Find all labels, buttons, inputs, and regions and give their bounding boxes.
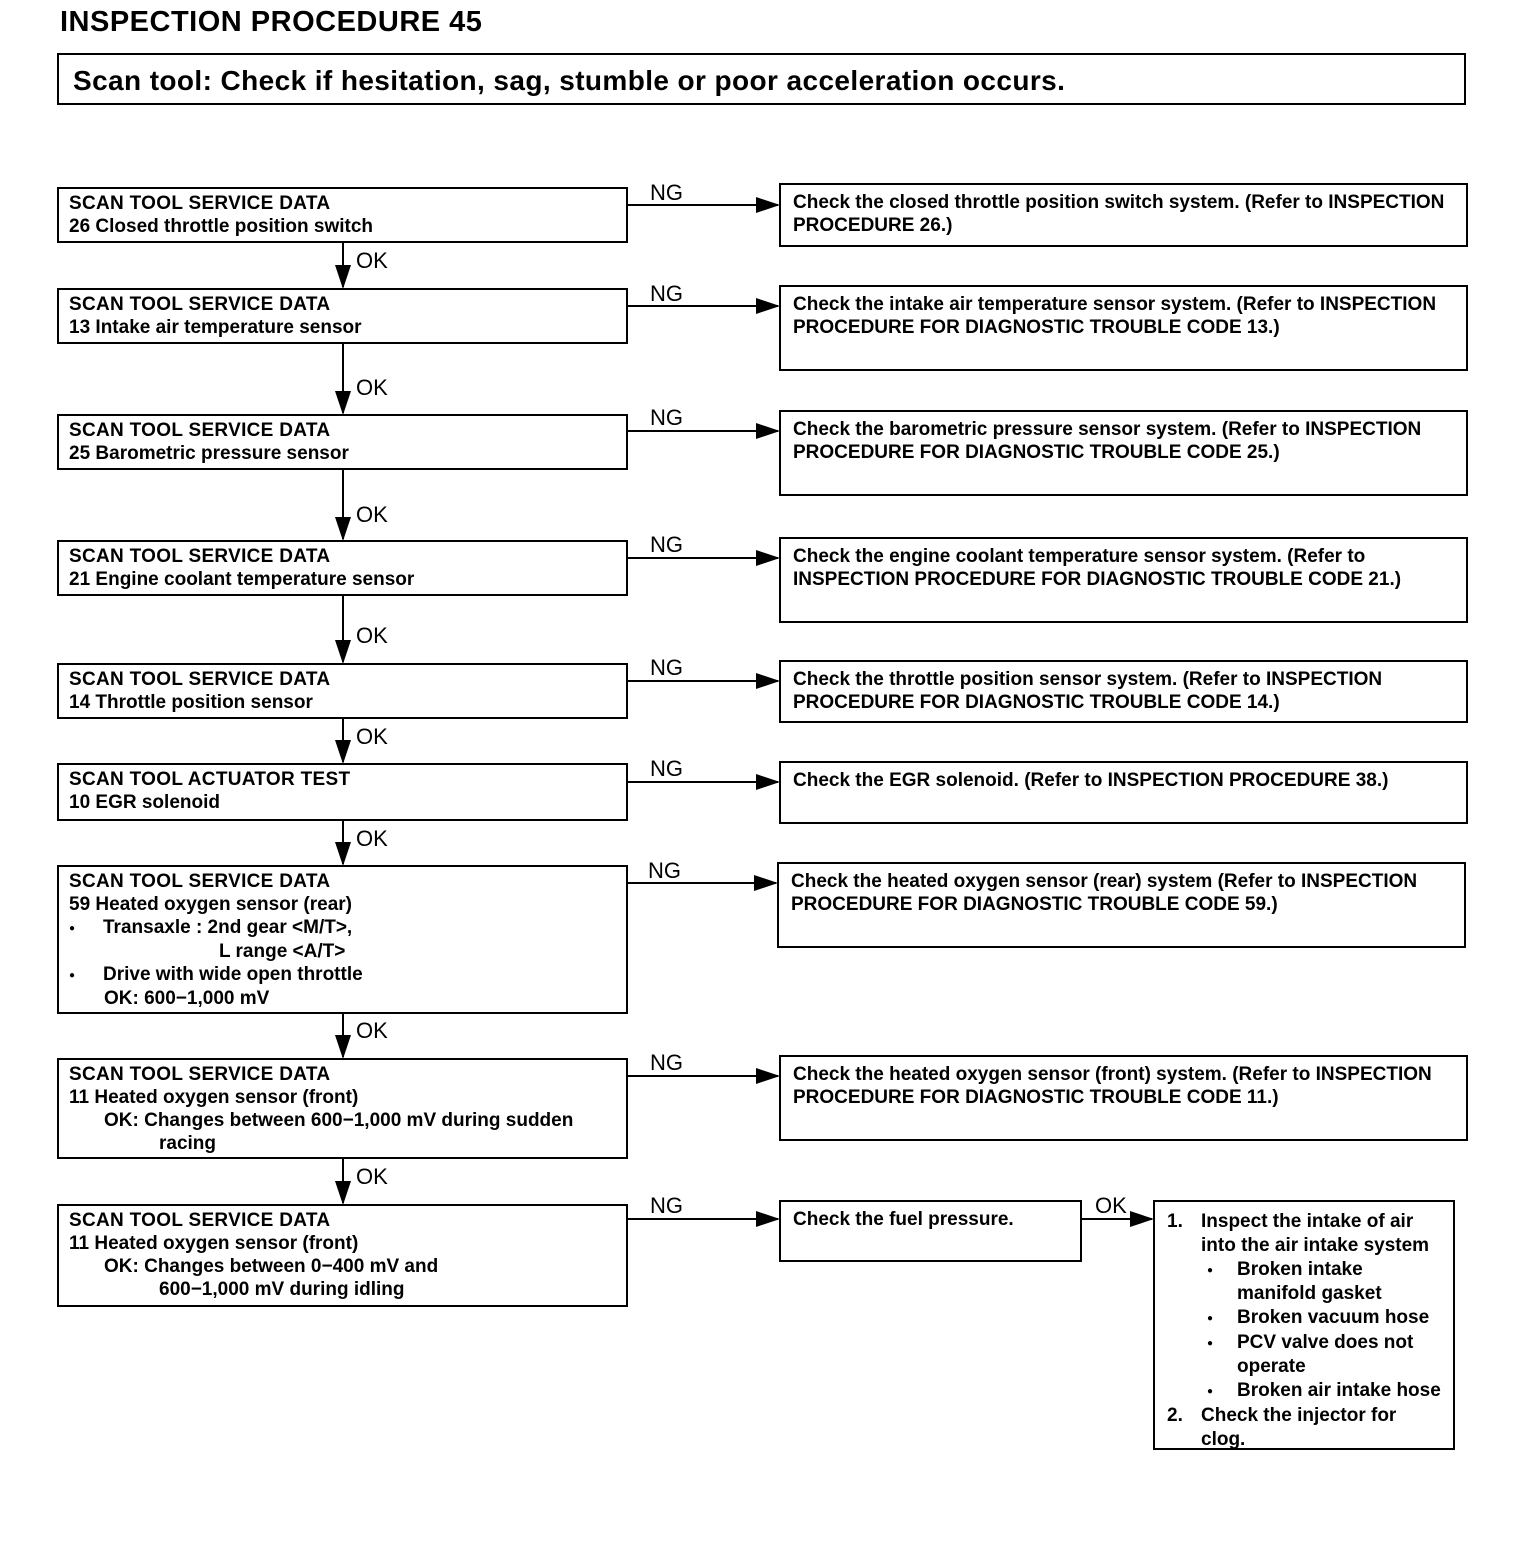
step-heading: SCAN TOOL SERVICE DATA (69, 193, 331, 214)
step-heading: SCAN TOOL SERVICE DATA (69, 420, 331, 441)
step-heading: SCAN TOOL ACTUATOR TEST (69, 769, 351, 790)
ok-label-8: OK (356, 1164, 388, 1189)
step-box-5 (57, 663, 628, 719)
step-box-8 (57, 1058, 628, 1159)
step-heading: SCAN TOOL SERVICE DATA (69, 871, 331, 892)
result-box-5: Check the throttle position sensor system. (Refer to INSPECTION PROCEDURE FOR DIAGNOSTIC TROUBLE CODE 14.) (779, 660, 1468, 723)
result-box-1: Check the closed throttle position switch system. (Refer to INSPECTION PROCEDURE 26.) (779, 183, 1468, 247)
step-ok-criteria: OK: Changes between 0−400 mV and (104, 1256, 439, 1277)
step-line: 26 Closed throttle position switch (69, 216, 374, 237)
procedure-subtitle: Scan tool: Check if hesitation, sag, stumble or poor acceleration occurs. (57, 53, 1466, 105)
list-number: 1. (1167, 1211, 1183, 1232)
step-box-3 (57, 414, 628, 470)
step-box-1 (57, 187, 628, 243)
ok-label-3: OK (356, 502, 388, 527)
result-box-3: Check the barometric pressure sensor system. (Refer to INSPECTION PROCEDURE FOR DIAGNOSTIC TROUBLE CODE 25.) (779, 410, 1468, 496)
step-box-4 (57, 540, 628, 596)
step-bullet: ● Drive with wide open throttle (69, 963, 616, 987)
ng-label-1: NG (650, 180, 683, 205)
final-item-1 (1167, 1210, 1441, 1258)
result-box-2: Check the intake air temperature sensor system. (Refer to INSPECTION PROCEDURE FOR DIAGNOSTIC TROUBLE CODE 13.) (779, 285, 1468, 371)
step-heading: SCAN TOOL SERVICE DATA (69, 1064, 331, 1085)
step-line: racing (159, 1133, 217, 1154)
step-box-7 (57, 865, 628, 1014)
final-item-2 (1167, 1404, 1441, 1450)
step-line: 59 Heated oxygen sensor (rear) (69, 894, 353, 915)
result-box-7: Check the heated oxygen sensor (rear) system (Refer to INSPECTION PROCEDURE FOR DIAGNOSTIC TROUBLE CODE 59.) (777, 862, 1466, 948)
final-action-box (1153, 1200, 1455, 1450)
ok-label-final: OK (1095, 1193, 1127, 1218)
ng-label-5: NG (650, 655, 683, 680)
result-box-8: Check the heated oxygen sensor (front) system. (Refer to INSPECTION PROCEDURE FOR DIAGNOSTIC TROUBLE CODE 11.) (779, 1055, 1468, 1141)
ok-label-1: OK (356, 248, 388, 273)
bullet-icon (1201, 1258, 1237, 1306)
final-bullet-text: Broken intake manifold gasket (1237, 1259, 1382, 1304)
ng-label-3: NG (650, 405, 683, 430)
result-box-6: Check the EGR solenoid. (Refer to INSPECTION PROCEDURE 38.) (779, 761, 1468, 824)
step-heading: SCAN TOOL SERVICE DATA (69, 1210, 331, 1231)
step-heading: SCAN TOOL SERVICE DATA (69, 669, 331, 690)
final-bullet (1167, 1258, 1441, 1306)
step-box-9 (57, 1204, 628, 1307)
final-bullet-text: Broken air intake hose (1237, 1380, 1441, 1401)
step-heading: SCAN TOOL SERVICE DATA (69, 294, 331, 315)
step-heading: SCAN TOOL SERVICE DATA (69, 546, 331, 567)
step-line: 11 Heated oxygen sensor (front) (69, 1087, 359, 1108)
final-bullet (1167, 1331, 1441, 1379)
ng-label-2: NG (650, 281, 683, 306)
result-box-4: Check the engine coolant temperature sensor system. (Refer to INSPECTION PROCEDURE FOR DIAGNOSTIC TROUBLE CODE 21.) (779, 537, 1468, 623)
step-line: 21 Engine coolant temperature sensor (69, 569, 415, 590)
ng-label-7: NG (648, 858, 681, 883)
final-item-2-text: Check the injector for clog. (1201, 1405, 1397, 1450)
step-box-6 (57, 763, 628, 821)
final-bullet-text: Broken vacuum hose (1237, 1307, 1430, 1328)
page-title: INSPECTION PROCEDURE 45 (60, 6, 483, 38)
ng-label-6: NG (650, 756, 683, 781)
ok-label-7: OK (356, 1018, 388, 1043)
step-bullet: ● Transaxle : 2nd gear <M/T>, (69, 916, 616, 940)
final-bullet (1167, 1306, 1441, 1331)
ng-label-4: NG (650, 532, 683, 557)
step-line: 10 EGR solenoid (69, 792, 220, 813)
ok-label-6: OK (356, 826, 388, 851)
step-line: 13 Intake air temperature sensor (69, 317, 362, 338)
step-line: 600−1,000 mV during idling (159, 1279, 405, 1300)
final-bullet (1167, 1379, 1441, 1404)
ng-label-8: NG (650, 1050, 683, 1075)
step-ok-criteria: OK: 600−1,000 mV (104, 988, 270, 1009)
result-box-fuel-pressure: Check the fuel pressure. (779, 1200, 1082, 1262)
bullet-icon (1201, 1331, 1237, 1379)
ok-label-4: OK (356, 623, 388, 648)
bullet-icon (1201, 1379, 1237, 1404)
step-line: 11 Heated oxygen sensor (front) (69, 1233, 359, 1254)
step-box-2 (57, 288, 628, 344)
final-item-1-text: Inspect the intake of air into the air intake system (1201, 1211, 1430, 1256)
list-number: 2. (1167, 1405, 1183, 1426)
bullet-icon (1201, 1306, 1237, 1331)
ng-label-9: NG (650, 1193, 683, 1218)
step-ok-criteria: OK: Changes between 600−1,000 mV during sudden (104, 1110, 574, 1131)
step-line: 25 Barometric pressure sensor (69, 443, 349, 464)
step-line: L range <A/T> (219, 941, 346, 962)
final-bullet-text: PCV valve does not operate (1237, 1332, 1414, 1377)
ok-label-2: OK (356, 375, 388, 400)
ok-label-5: OK (356, 724, 388, 749)
step-line: 14 Throttle position sensor (69, 692, 313, 713)
